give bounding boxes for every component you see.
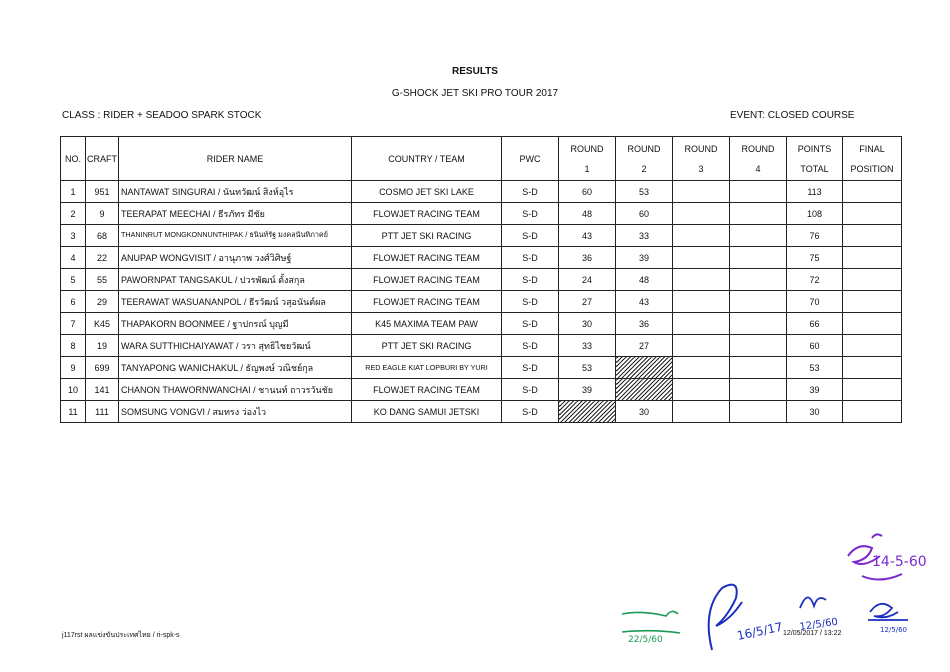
cell-r1: 48 [559,203,616,225]
cell-pwc: S-D [502,203,559,225]
footer-printed: 12/05/2017 / 13:22 [783,630,842,637]
cell-total: 30 [787,401,843,423]
cell-r2: 27 [616,335,673,357]
event-label: EVENT: CLOSED COURSE [730,110,855,121]
cell-r2: 43 [616,291,673,313]
cell-no: 6 [61,291,86,313]
cell-total: 53 [787,357,843,379]
blue-signature-2 [800,597,826,608]
cell-team: FLOWJET RACING TEAM [352,203,502,225]
cell-r1: 39 [559,379,616,401]
col-craft: CRAFT [86,137,119,181]
cell-total: 75 [787,247,843,269]
cell-r2: 36 [616,313,673,335]
col-rider: RIDER NAME [119,137,352,181]
cell-r1: 33 [559,335,616,357]
blue-date-3: 12/5/60 [880,626,907,634]
col-round-1: ROUND 1 [559,137,616,181]
cell-no: 1 [61,181,86,203]
cell-craft: 19 [86,335,119,357]
cell-pwc: S-D [502,247,559,269]
cell-craft: K45 [86,313,119,335]
cell-pwc: S-D [502,269,559,291]
cell-no: 11 [61,401,86,423]
cell-pwc: S-D [502,225,559,247]
purple-note: 14-5-60 [872,554,927,570]
cell-r2: 30 [616,401,673,423]
cell-craft: 55 [86,269,119,291]
cell-pwc: S-D [502,313,559,335]
cell-pwc: S-D [502,357,559,379]
cell-team: RED EAGLE KIAT LOPBURI BY YURI [352,357,502,379]
cell-craft: 29 [86,291,119,313]
green-date: 22/5/60 [628,635,663,645]
cell-no: 8 [61,335,86,357]
cell-r2: 33 [616,225,673,247]
cell-pwc: S-D [502,401,559,423]
results-title: RESULTS [452,66,498,77]
cell-total: 70 [787,291,843,313]
cell-team: FLOWJET RACING TEAM [352,247,502,269]
blue-date-1: 16/5/17 [735,619,784,643]
cell-pwc: S-D [502,335,559,357]
cell-no: 7 [61,313,86,335]
blue-date-2: 12/5/60 [798,616,839,633]
cell-r2: 48 [616,269,673,291]
footer-file: j117rst ผลแข่งขันประเทศไทย / ri-spk-s [62,632,180,639]
cell-craft: 699 [86,357,119,379]
cell-r1: 30 [559,313,616,335]
cell-total: 60 [787,335,843,357]
cell-r2: 53 [616,181,673,203]
cell-total: 39 [787,379,843,401]
cell-rider: CHANON THAWORNWANCHAI / ชานนท์ ถาวรวันชัย [119,379,352,401]
cell-total: 72 [787,269,843,291]
cell-total: 66 [787,313,843,335]
cell-total: 108 [787,203,843,225]
col-round-3: ROUND 3 [673,137,730,181]
cell-team: K45 MAXIMA TEAM PAW [352,313,502,335]
col-points: POINTS TOTAL [787,137,843,181]
green-signature [622,611,680,633]
cell-team: PTT JET SKI RACING [352,335,502,357]
col-pwc: PWC [502,137,559,181]
cell-no: 4 [61,247,86,269]
col-round-4: ROUND 4 [730,137,787,181]
col-no: NO. [61,137,86,181]
cell-rider: ANUPAP WONGVISIT / อานุภาพ วงศ์วิศิษฐ์ [119,247,352,269]
cell-team: FLOWJET RACING TEAM [352,379,502,401]
cell-rider: NANTAWAT SINGURAI / นันทวัฒน์ สิงห์อุไร [119,181,352,203]
cell-rider: THAPAKORN BOONMEE / ฐาปกรณ์ บุญมี [119,313,352,335]
cell-rider: TANYAPONG WANICHAKUL / ธัญพงษ์ วณิชย์กุล [119,357,352,379]
cell-no: 2 [61,203,86,225]
cell-team: PTT JET SKI RACING [352,225,502,247]
cell-craft: 111 [86,401,119,423]
blue-signature-3 [868,604,908,620]
cell-r1: 43 [559,225,616,247]
col-team: COUNTRY / TEAM [352,137,502,181]
cell-craft: 9 [86,203,119,225]
col-round-2: ROUND 2 [616,137,673,181]
cell-pwc: S-D [502,291,559,313]
cell-pwc: S-D [502,181,559,203]
cell-rider: WARA SUTTHICHAIYAWAT / วรา สุทธิไชยวัฒน์ [119,335,352,357]
cell-craft: 68 [86,225,119,247]
cell-rider: PAWORNPAT TANGSAKUL / ปวรพัฒน์ ตั้งสกุล [119,269,352,291]
cell-team: FLOWJET RACING TEAM [352,291,502,313]
cell-team: FLOWJET RACING TEAM [352,269,502,291]
cell-rider: THANINRUT MONGKONNUNTHIPAK / ธนินท์รัฐ มงคลนันทิภาคย์ [119,225,352,247]
cell-no: 5 [61,269,86,291]
cell-r2: 60 [616,203,673,225]
cell-team: KO DANG SAMUI JETSKI [352,401,502,423]
cell-no: 9 [61,357,86,379]
cell-r1: 24 [559,269,616,291]
event-name: G-SHOCK JET SKI PRO TOUR 2017 [391,88,559,99]
cell-r1: 36 [559,247,616,269]
cell-r1: 60 [559,181,616,203]
class-label: CLASS : RIDER + SEADOO SPARK STOCK [62,110,262,121]
cell-team: COSMO JET SKI LAKE [352,181,502,203]
cell-no: 10 [61,379,86,401]
cell-total: 113 [787,181,843,203]
col-final: FINAL POSITION [843,137,902,181]
cell-rider: TEERAPAT MEECHAI / ธีรภัทร มีชัย [119,203,352,225]
cell-r1: 27 [559,291,616,313]
cell-r1: 53 [559,357,616,379]
cell-no: 3 [61,225,86,247]
blue-signature-1 [709,585,742,650]
cell-craft: 141 [86,379,119,401]
cell-craft: 22 [86,247,119,269]
cell-total: 76 [787,225,843,247]
cell-rider: SOMSUNG VONGVI / สมทรง ว่องไว [119,401,352,423]
cell-craft: 951 [86,181,119,203]
cell-rider: TEERAWAT WASUANANPOL / ธีรวัฒน์ วสุอนันต์ผล [119,291,352,313]
cell-pwc: S-D [502,379,559,401]
cell-r2: 39 [616,247,673,269]
